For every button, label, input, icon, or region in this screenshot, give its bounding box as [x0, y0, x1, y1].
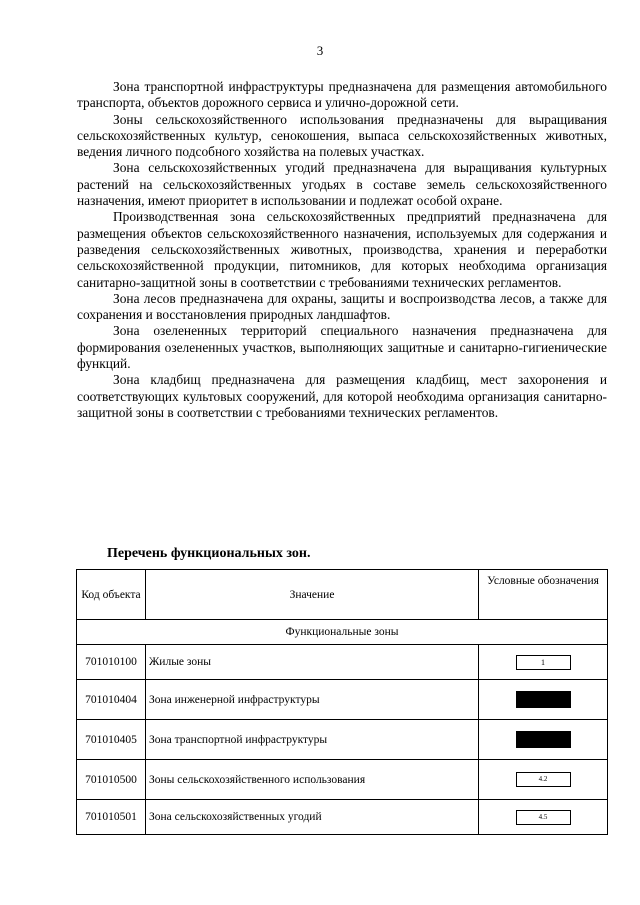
table-group-row — [77, 620, 608, 645]
table-title: Перечень функциональных зон. — [107, 546, 311, 561]
row-symbol — [479, 800, 608, 835]
legend-swatch-agricultural-use: 4.2 — [516, 772, 571, 787]
paragraph-agricultural-production-zone: Производственная зона сельскохозяйственных предприятий предназначена для размещения объектов сельскохозяйственного назначения, используемых для содержания и разведения сельскохозяйственных животных, производства, хранения и переработки сельскохозяйственной продукции, питомников, для которых необходима организация санитарно-защитной зоны в соответствии с требованиями технических регламентов. — [77, 209, 607, 290]
row-meaning: Зона транспортной инфраструктуры — [146, 720, 479, 760]
legend-swatch-residential: 1 — [516, 655, 571, 670]
row-symbol — [479, 680, 608, 720]
table-row — [77, 720, 608, 760]
row-code: 701010501 — [77, 800, 146, 835]
paragraph-transport-zone: Зона транспортной инфраструктуры предназначена для размещения автомобильного транспорта, объектов дорожного сервиса и улично-дорожной сети. — [77, 79, 607, 111]
row-code: 701010100 — [77, 645, 146, 680]
row-code: 701010404 — [77, 680, 146, 720]
table-header-row — [77, 570, 608, 620]
row-symbol — [479, 720, 608, 760]
legend-swatch-engineering — [516, 691, 571, 708]
legend-swatch-transport — [516, 731, 571, 748]
body-text — [77, 79, 607, 421]
functional-zones-table — [76, 569, 608, 835]
row-symbol — [479, 645, 608, 680]
table-row — [77, 680, 608, 720]
paragraph-cemetery-zone: Зона кладбищ предназначена для размещения кладбищ, мест захоронения и соответствующих культовых сооружений, для которой необходима организация санитарно-защитной зоны в соответствии с требованиями технических регламентов. — [77, 372, 607, 420]
header-symbol: Условные обозначения — [479, 570, 608, 620]
row-code: 701010500 — [77, 760, 146, 800]
table-row — [77, 760, 608, 800]
row-symbol — [479, 760, 608, 800]
page-number: 3 — [316, 43, 324, 58]
group-label: Функциональные зоны — [77, 620, 608, 645]
paragraph-agricultural-lands-zone: Зона сельскохозяйственных угодий предназначена для выращивания культурных растений на сельскохозяйственных угодьях в составе земель сельскохозяйственного назначения, имеют приоритет в использовании и подлежат особой охране. — [77, 160, 607, 209]
row-meaning: Жилые зоны — [146, 645, 479, 680]
table-row — [77, 800, 608, 835]
row-meaning: Зона сельскохозяйственных угодий — [146, 800, 479, 835]
legend-swatch-agricultural-lands: 4.5 — [516, 810, 571, 825]
paragraph-forest-zone: Зона лесов предназначена для охраны, защиты и воспроизводства лесов, а также для сохранения и восстановления природных ландшафтов. — [77, 290, 607, 323]
table-row — [77, 645, 608, 680]
header-code: Код объекта — [77, 570, 146, 620]
paragraph-green-zone: Зона озелененных территорий специального назначения предназначена для формирования озелененных участков, выполняющих защитные и санитарно-гигиенические функций. — [77, 323, 607, 372]
row-meaning: Зоны сельскохозяйственного использования — [146, 760, 479, 800]
row-meaning: Зона инженерной инфраструктуры — [146, 680, 479, 720]
header-meaning: Значение — [146, 570, 479, 620]
paragraph-agricultural-use-zones: Зоны сельскохозяйственного использования предназначены для выращивания сельскохозяйственных культур, сенокошения, выпаса сельскохозяйственных животных, ведения личного подсобного хозяйства на полевых участках. — [77, 111, 607, 160]
row-code: 701010405 — [77, 720, 146, 760]
